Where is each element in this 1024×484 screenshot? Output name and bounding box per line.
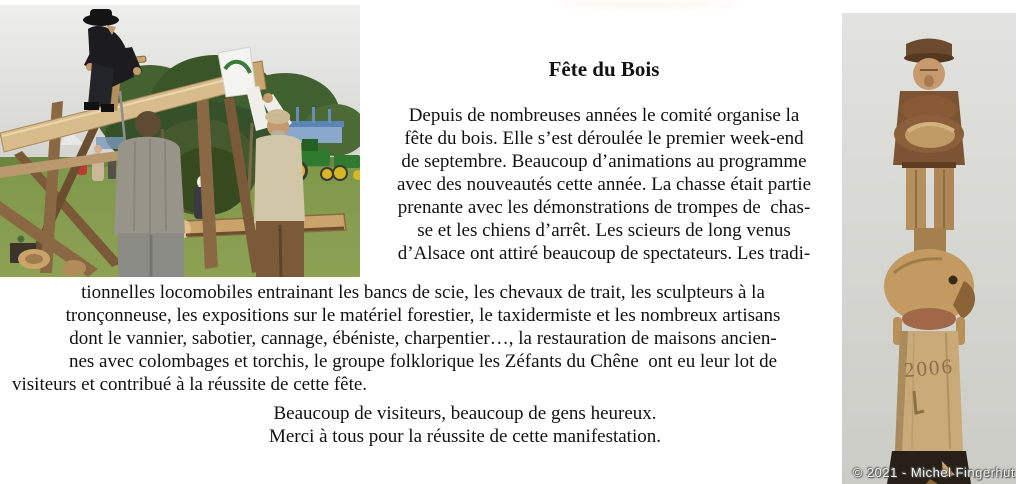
article-fullwidth-text [4, 281, 842, 396]
text-line: fête du bois. Elle s’est déroulée le premier week-end [404, 128, 804, 149]
text-line: d’Alsace ont attiré beaucoup de spectateurs. Les tradi- [397, 243, 811, 264]
sawyers-photo-art [0, 5, 360, 277]
carved-column [895, 331, 963, 451]
text-line: dont le vannier, sabotier, cannage, ébéniste, charpentier…, la restauration de maisons ancien- [69, 328, 777, 349]
article-closing-text [90, 402, 840, 448]
text-line: Merci à tous pour la réussite de cette manifestation. [268, 426, 661, 447]
text-line: tronçonneuse, les expositions sur le matériel forestier, le taxidermiste et les nombreux artisans [65, 305, 781, 326]
tractor-icon-2 [332, 155, 360, 181]
text-line: avec des nouveautés cette année. La chasse était partie [396, 174, 812, 195]
text-line: Beaucoup de visiteurs, beaucoup de gens heureux. [273, 403, 657, 424]
copyright-watermark: © 2021 - Michel Fingerhut [852, 465, 1015, 480]
article-title: Fête du Bois [548, 57, 660, 81]
text-line: de septembre. Beaucoup d’animations au programme [401, 151, 807, 172]
totem-photo-art [842, 13, 1016, 484]
carved-year-text: 2006 [902, 353, 955, 383]
sawyers-photo [0, 5, 360, 277]
text-line: Depuis de nombreuses années le comité organise la [408, 105, 800, 126]
article-column-text [364, 104, 844, 265]
text-line: visiteurs et contribué à la réussite de cette fête. [12, 374, 368, 395]
text-line: prenante avec les démonstrations de trompes de chas- [397, 197, 811, 218]
scan-artifact [558, 0, 738, 9]
text-line: se et les chiens d’arrêt. Les scieurs de long venus [417, 220, 791, 241]
totem-photo [842, 13, 1016, 484]
text-line: nes avec colombages et torchis, le groupe folklorique les Zéfants du Chêne ont eu leur lot de [68, 351, 778, 372]
text-line: tionnelles locomobiles entrainant les bancs de scie, les chevaux de trait, les sculpteurs à la [81, 282, 765, 303]
